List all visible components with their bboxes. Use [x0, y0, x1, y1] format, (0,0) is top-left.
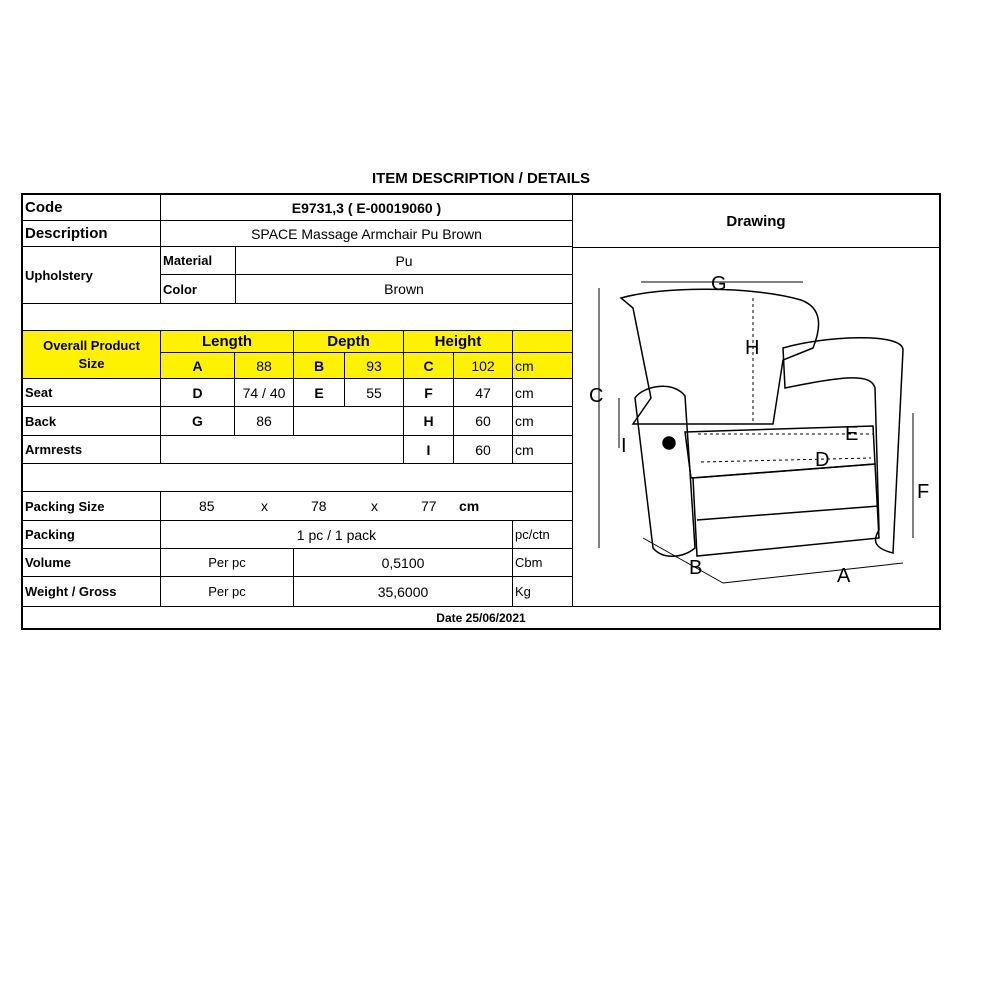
packing-size-values: [161, 492, 573, 521]
armrests-empty-cell: [161, 436, 404, 464]
overall-unit: cm: [513, 353, 573, 379]
chair-base-line: [697, 506, 879, 520]
letter-b: B: [689, 557, 703, 579]
dim-d-value: 74 / 40: [235, 379, 294, 407]
dimension-lines: [599, 282, 913, 583]
dim-h-label: H: [404, 407, 454, 436]
dim-d-label: D: [161, 379, 235, 407]
overall-size-text: Overall Product Size: [43, 337, 140, 371]
back-empty-cell: [294, 407, 404, 436]
dim-b-value: 93: [345, 353, 404, 379]
color-label: Color: [161, 275, 236, 304]
d-guide: [701, 458, 871, 462]
dim-g-label: G: [161, 407, 235, 436]
dim-h-value: 60: [454, 407, 513, 436]
dim-i-label: I: [404, 436, 454, 464]
weight-unit: Kg: [513, 577, 573, 606]
chair-left-arm: [635, 386, 695, 556]
seat-unit: cm: [513, 379, 573, 407]
seat-label: Seat: [23, 379, 161, 407]
dim-e-value: 55: [345, 379, 404, 407]
armchair-drawing: [573, 248, 939, 605]
dim-b-label: B: [294, 353, 345, 379]
dim-c-value: 102: [454, 353, 513, 379]
volume-per: Per pc: [161, 549, 294, 577]
packing-height: 77: [421, 498, 437, 514]
spacer-row: [23, 304, 573, 331]
length-header: Length: [161, 331, 294, 353]
packing-value: 1 pc / 1 pack: [161, 521, 513, 549]
description-value: SPACE Massage Armchair Pu Brown: [161, 221, 573, 247]
dim-f-value: 47: [454, 379, 513, 407]
armrests-unit: cm: [513, 436, 573, 464]
letter-e: E: [845, 423, 859, 445]
packing-size-unit: cm: [459, 498, 480, 514]
back-label: Back: [23, 407, 161, 436]
depth-header: Depth: [294, 331, 404, 353]
back-unit: cm: [513, 407, 573, 436]
chair-right-arm: [783, 338, 903, 553]
a-line: [723, 563, 903, 583]
dim-i-value: 60: [454, 436, 513, 464]
date-footer: Date 25/06/2021: [23, 606, 939, 629]
color-value: Brown: [236, 275, 573, 304]
material-value: Pu: [236, 247, 573, 275]
unit-header: [513, 331, 573, 353]
massage-control-icon: [663, 437, 675, 449]
code-label: Code: [23, 195, 161, 221]
drawing-divider: [572, 195, 573, 606]
chair-base: [693, 464, 879, 556]
height-header: Height: [404, 331, 513, 353]
weight-label: Weight / Gross: [23, 577, 161, 606]
dim-a-label: A: [161, 353, 235, 379]
packing-unit: pc/ctn: [513, 521, 573, 549]
b-line: [643, 538, 723, 583]
armrests-label: Armrests: [23, 436, 161, 464]
letter-f: F: [917, 481, 930, 503]
volume-unit: Cbm: [513, 549, 573, 577]
letter-h: H: [745, 337, 760, 359]
letter-g: G: [711, 273, 727, 295]
code-value: E9731,3 ( E-00019060 ): [161, 195, 573, 221]
dim-g-value: 86: [235, 407, 294, 436]
dim-f-label: F: [404, 379, 454, 407]
material-label: Material: [161, 247, 236, 275]
item-details-sheet: [21, 193, 941, 630]
description-label: Description: [23, 221, 161, 247]
drawing-area: [573, 248, 939, 605]
armchair-outline: [621, 289, 903, 556]
weight-value: 35,6000: [294, 577, 513, 606]
packing-length: 85: [199, 498, 215, 514]
packing-x2: x: [371, 498, 378, 514]
sheet-title: ITEM DESCRIPTION / DETAILS: [371, 170, 591, 187]
overall-size-label: [23, 331, 161, 379]
spacer-row-2: [23, 464, 573, 492]
dim-e-label: E: [294, 379, 345, 407]
dim-a-value: 88: [235, 353, 294, 379]
letter-a: A: [837, 565, 851, 587]
chair-back: [621, 289, 819, 424]
packing-label: Packing: [23, 521, 161, 549]
upholstery-label: Upholstery: [23, 247, 161, 304]
packing-x1: x: [261, 498, 268, 514]
letter-d: D: [815, 449, 830, 471]
letter-i: I: [621, 435, 627, 457]
dim-c-label: C: [404, 353, 454, 379]
packing-size-label: Packing Size: [23, 492, 161, 521]
packing-width: 78: [311, 498, 327, 514]
letter-c: C: [589, 385, 604, 407]
weight-per: Per pc: [161, 577, 294, 606]
volume-label: Volume: [23, 549, 161, 577]
volume-value: 0,5100: [294, 549, 513, 577]
drawing-label: Drawing: [573, 195, 939, 248]
